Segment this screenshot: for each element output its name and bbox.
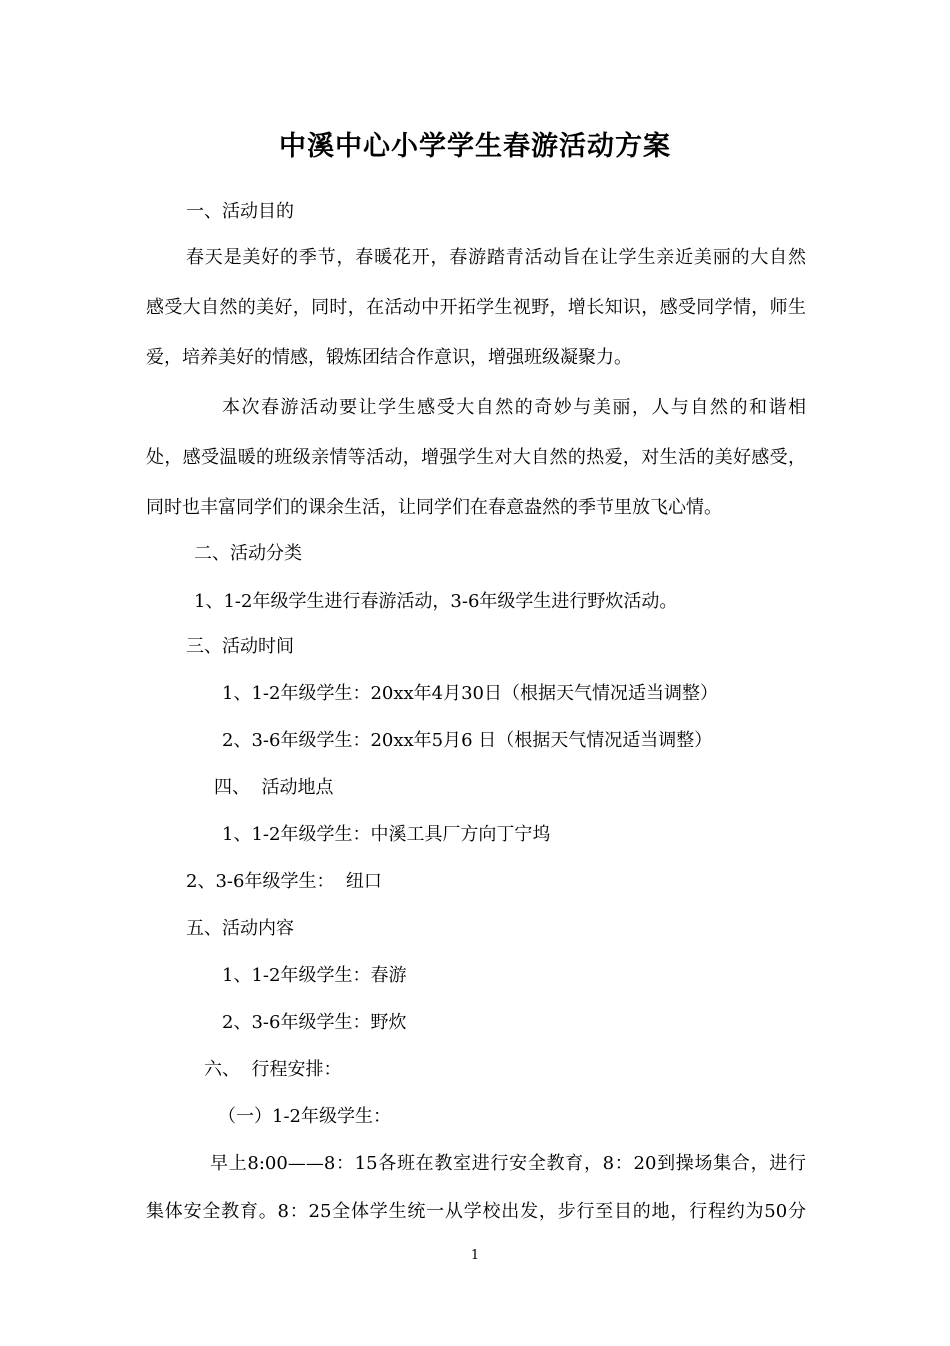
- paragraph-line: 本次春游活动要让学生感受大自然的奇妙与美丽，人与自然的和谐相: [222, 397, 806, 418]
- list-item: 1、1-2年级学生进行春游活动，3-6年级学生进行野炊活动。: [194, 591, 678, 612]
- list-item: 1、1-2年级学生：20xx年4月30日（根据天气情况适当调整）: [222, 683, 718, 704]
- subsection-heading: （一）1-2年级学生：: [218, 1106, 391, 1127]
- list-item: 2、3-6年级学生：20xx年5月6 日（根据天气情况适当调整）: [222, 730, 713, 751]
- section-heading-category: 二、活动分类: [194, 543, 302, 564]
- section-heading-location: 四、 活动地点: [214, 777, 334, 798]
- paragraph-line: 处，感受温暖的班级亲情等活动，增强学生对大自然的热爱，对生活的美好感受，: [146, 447, 806, 468]
- list-item: 1、1-2年级学生：中溪工具厂方向丁宁坞: [222, 824, 551, 845]
- list-item: 1、1-2年级学生：春游: [222, 965, 407, 986]
- section-heading-purpose: 一、活动目的: [186, 201, 294, 222]
- page-title: 中溪中心小学学生春游活动方案: [279, 131, 671, 162]
- paragraph-line: 同时也丰富同学们的课余生活，让同学们在春意盎然的季节里放飞心情。: [146, 497, 722, 518]
- page-number: 1: [470, 1248, 480, 1263]
- section-heading-content: 五、活动内容: [186, 918, 294, 939]
- paragraph-line: 早上8:00——8：15各班在教室进行安全教育，8：20到操场集合，进行: [210, 1153, 806, 1174]
- paragraph-line: 集体安全教育。8：25全体学生统一从学校出发，步行至目的地，行程约为50分: [146, 1201, 806, 1222]
- paragraph-line: 爱，培养美好的情感，锻炼团结合作意识，增强班级凝聚力。: [146, 347, 632, 368]
- list-item: 2、3-6年级学生：野炊: [222, 1012, 407, 1033]
- section-heading-schedule: 六、 行程安排：: [204, 1059, 342, 1080]
- section-heading-time: 三、活动时间: [186, 636, 294, 657]
- list-item: 2、3-6年级学生： 纽口: [186, 871, 382, 892]
- paragraph-line: 感受大自然的美好，同时，在活动中开拓学生视野，增长知识，感受同学情，师生: [146, 297, 806, 318]
- paragraph-line: 春天是美好的季节，春暖花开，春游踏青活动旨在让学生亲近美丽的大自然: [186, 247, 806, 268]
